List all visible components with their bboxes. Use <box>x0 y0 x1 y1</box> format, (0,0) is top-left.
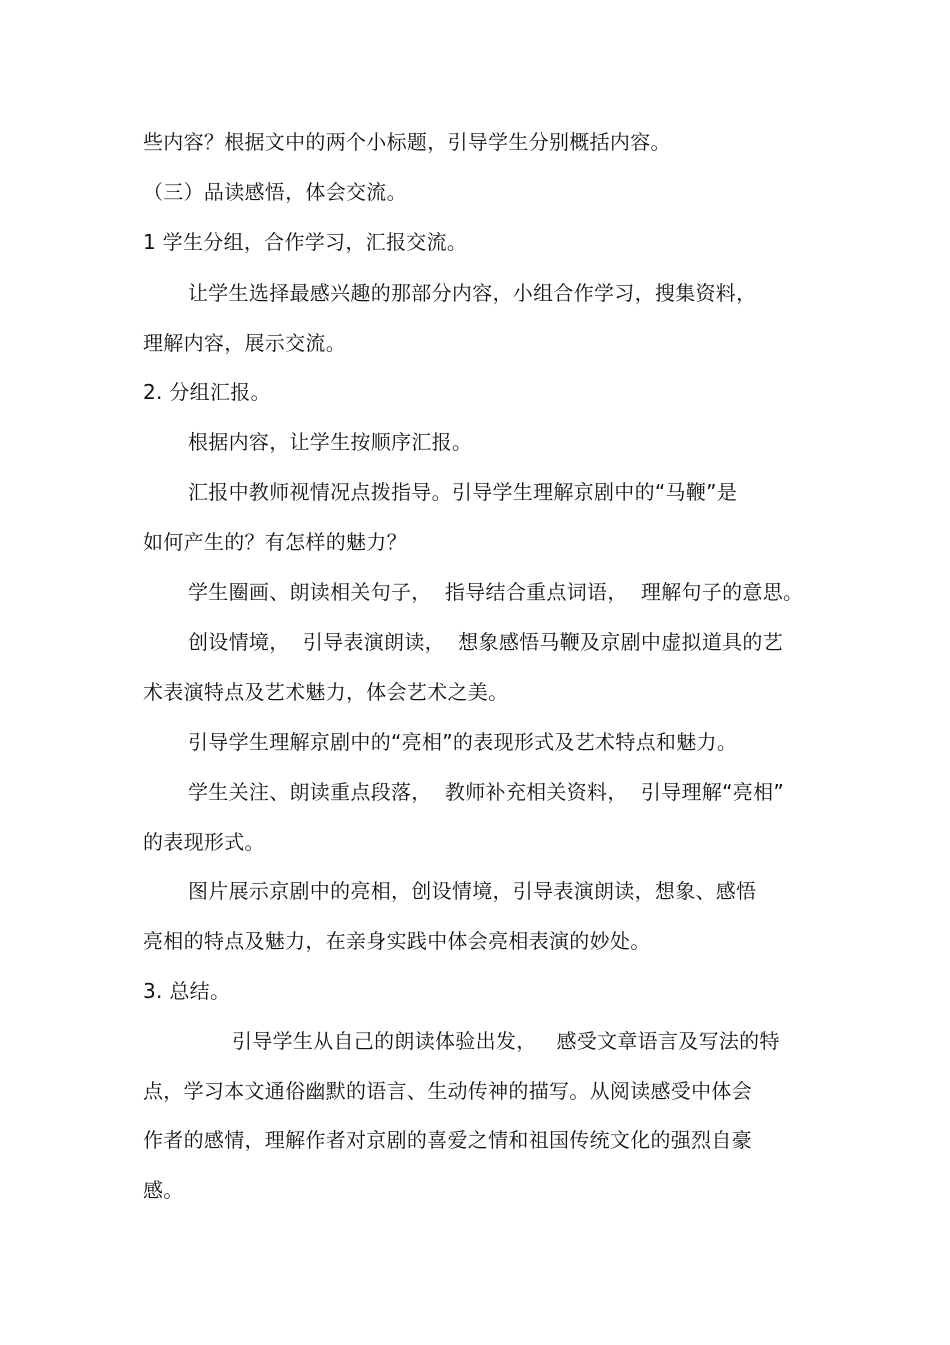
text-line: 理解内容，展示交流。 <box>143 331 346 355</box>
list-item-heading: 1 学生分组，合作学习，汇报交流。 <box>143 230 468 254</box>
text-line: 让学生选择最感兴趣的那部分内容，小组合作学习，搜集资料， <box>188 281 757 305</box>
text-line: 的表现形式。 <box>143 830 265 854</box>
text-line: 引导学生从自己的朗读体验出发， 感受文章语言及写法的特 <box>232 1029 780 1053</box>
text-line: 亮相的特点及魅力，在亲身实践中体会亮相表演的妙处。 <box>143 929 651 953</box>
text-line: 学生关注、朗读重点段落， 教师补充相关资料， 引导理解“亮相” <box>188 780 785 804</box>
text-line: 作者的感情，理解作者对京剧的喜爱之情和祖国传统文化的强烈自豪 <box>143 1128 752 1152</box>
section-heading: （三）品读感悟，体会交流。 <box>143 180 407 204</box>
text-line: 引导学生理解京剧中的“亮相”的表现形式及艺术特点和魅力。 <box>188 730 738 754</box>
list-item-heading: 3. 总结。 <box>143 979 231 1003</box>
text-line: 术表演特点及艺术魅力，体会艺术之美。 <box>143 680 509 704</box>
text-line: 图片展示京剧中的亮相，创设情境，引导表演朗读，想象、感悟 <box>188 879 757 903</box>
text-line: 感。 <box>143 1178 184 1202</box>
text-line: 些内容？根据文中的两个小标题，引导学生分别概括内容。 <box>143 130 671 154</box>
text-line: 汇报中教师视情况点拨指导。引导学生理解京剧中的“马鞭”是 <box>188 480 738 504</box>
text-line: 点，学习本文通俗幽默的语言、生动传神的描写。从阅读感受中体会 <box>143 1079 752 1103</box>
text-line: 如何产生的？有怎样的魅力？ <box>143 530 407 554</box>
list-item-heading: 2. 分组汇报。 <box>143 380 271 404</box>
text-line: 根据内容，让学生按顺序汇报。 <box>188 430 473 454</box>
text-line: 学生圈画、朗读相关句子， 指导结合重点词语， 理解句子的意思。 <box>188 580 804 604</box>
text-line: 创设情境， 引导表演朗读， 想象感悟马鞭及京剧中虚拟道具的艺 <box>188 630 784 654</box>
